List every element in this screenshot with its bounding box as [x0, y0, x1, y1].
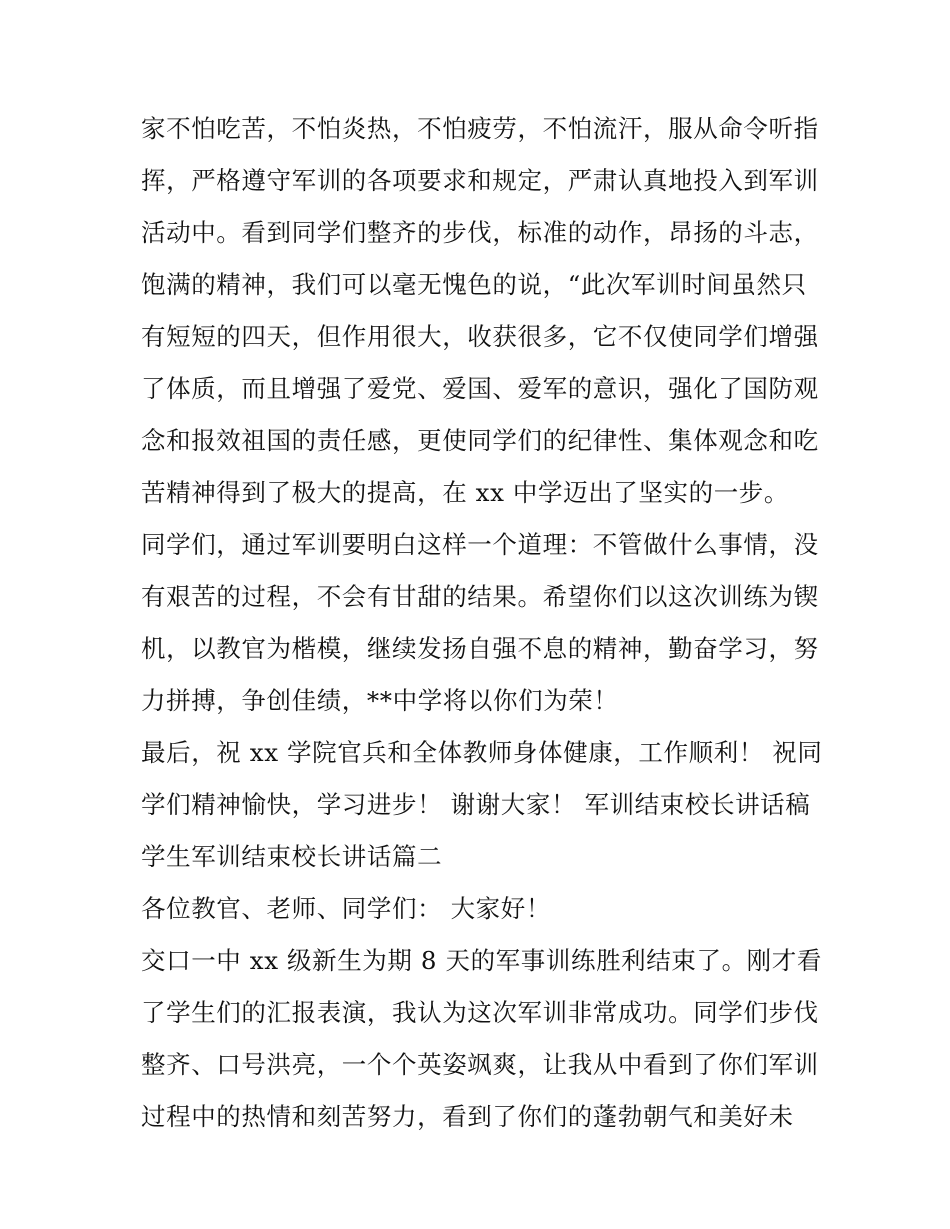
text-line: 过程中的热情和刻苦努力，看到了你们的蓬勃朝气和美好未 — [141, 1102, 794, 1131]
text-line: 整齐、口号洪亮，一个个英姿飒爽，让我从中看到了你们军训 — [141, 1050, 819, 1079]
text-line: 活动中。看到同学们整齐的步伐，标准的动作，昂扬的斗志， — [141, 218, 819, 247]
text-line: 饱满的精神，我们可以毫无愧色的说，“此次军训时间虽然只 — [141, 270, 807, 299]
section-heading: 学生军训结束校长讲话篇二 — [141, 842, 443, 871]
text-line: 力拼搏，争创佳绩，**中学将以你们为荣！ — [141, 686, 619, 715]
text-line: 最后，祝 xx 学院官兵和全体教师身体健康，工作顺利！ 祝同 — [141, 738, 823, 767]
text-line: 有艰苦的过程，不会有甘甜的结果。希望你们以这次训练为锲 — [141, 582, 819, 611]
text-line: 机，以教官为楷模，继续发扬自强不息的精神，勤奋学习，努 — [141, 634, 819, 663]
text-line: 挥，严格遵守军训的各项要求和规定，严肃认真地投入到军训 — [141, 166, 819, 195]
text-line: 同学们，通过军训要明白这样一个道理：不管做什么事情，没 — [141, 530, 819, 559]
text-line: 有短短的四天，但作用很大，收获很多，它不仅使同学们增强 — [141, 322, 819, 351]
text-line: 了学生们的汇报表演，我认为这次军训非常成功。同学们步伐 — [141, 998, 819, 1027]
text-line: 念和报效祖国的责任感，更使同学们的纪律性、集体观念和吃 — [141, 426, 819, 455]
text-line: 交口一中 xx 级新生为期 8 天的军事训练胜利结束了。刚才看 — [141, 946, 822, 975]
text-line: 了体质，而且增强了爱党、爱国、爱军的意识，强化了国防观 — [141, 374, 819, 403]
text-line: 学们精神愉快，学习进步！ 谢谢大家！ 军训结束校长讲话稿 — [141, 790, 811, 819]
text-line: 家不怕吃苦，不怕炎热，不怕疲劳，不怕流汗，服从命令听指 — [141, 114, 819, 143]
text-line: 苦精神得到了极大的提高，在 xx 中学迈出了坚实的一步。 — [141, 478, 790, 507]
salutation-line: 各位教官、老师、同学们： 大家好！ — [141, 894, 551, 923]
